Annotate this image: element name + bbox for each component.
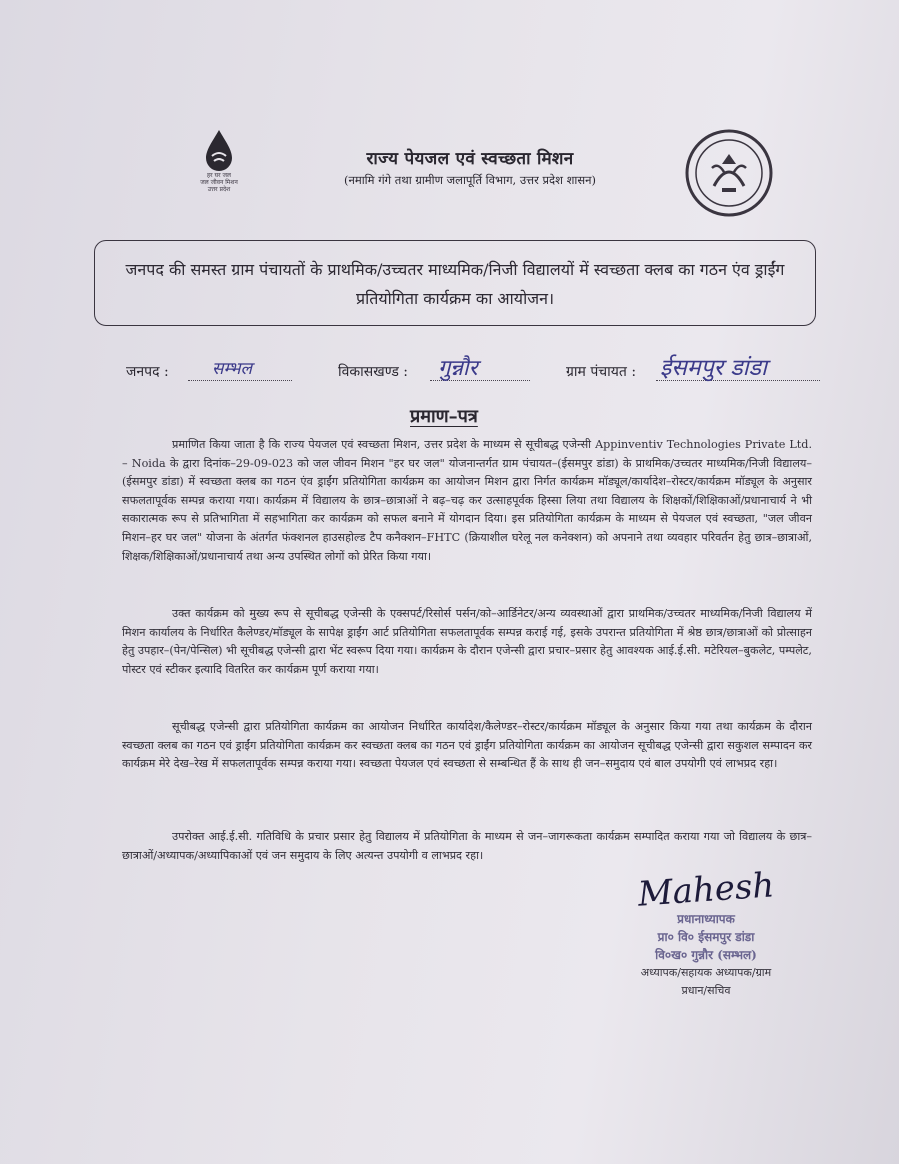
district-label: जनपद : — [126, 364, 169, 380]
signature-block — [596, 865, 816, 1000]
logo-caption-2: जल जीवन मिशन — [200, 179, 238, 186]
certificate-title: प्रमाण–पत्र — [410, 406, 478, 427]
stamp-line-2: प्रा० वि० ईसमपुर डांडा — [657, 930, 755, 944]
location-fields — [0, 352, 899, 392]
logo-caption-3: उत्तर प्रदेश — [207, 186, 231, 193]
paragraph-1-text: प्रमाणित किया जाता है कि राज्य पेयजल एवं स्वच्छता मिशन, उत्तर प्रदेश के माध्यम से सूचीबद्ध एजेन्सी Appinventiv Technologies Private Ltd. – Noida के द्वारा दिनांक–29-09-023 को जल जीवन मिशन "हर घर जल" योजनान्तर्गत ग्राम पंचायत–(ईसमपुर डांडा) के प्राथमिक/उच्चतर माध्यमिक/निजी विद्यालय–(ईसमपुर डांडा) में स्वच्छता क्लब का गठन एंव ड्राईंग प्रतियोगिता कार्यक्रम का आयोजन मिशन द्वारा निर्गत कार्यक्रम मॉड्यूल/कार्यादेश–रोस्टर/कार्यक्रम मॉड्यूल के अनुसार सफलतापूर्वक सम्पन्न कराया गया। कार्यक्रम में विद्यालय के छात्र–छात्राओं ने बढ़–चढ़ कर उत्साहपूर्वक हिस्सा लिया तथा विद्यालय के शिक्षकों/शिक्षिकाओं/प्रधानाचार्य ने भी सकारात्मक रूप से प्रतिभागिता में सहभागिता कर कार्यक्रम को सफल बनाने में योगदान दिया। इस प्रतियोगिता कार्यक्रम के माध्यम से पेयजल एवं स्वच्छता, "जल जीवन मिशन–हर घर जल" योजना के अंतर्गत फंक्शनल हाउसहोल्ड टैप कनैक्शन–FHTC (क्रियाशील घरेलू नल कनेक्शन) को अपनाने तथा व्यवहार परिवर्तन हेतु छात्र–छात्राओं, शिक्षक/शिक्षिकाओं/प्रधानाचार्य तथा अन्य उपस्थित लोगों को प्रेरित किया गया। — [122, 438, 812, 563]
panchayat-label: ग्राम पंचायत : — [566, 364, 637, 380]
letterhead — [300, 146, 640, 188]
org-subtitle: (नमामि गंगे तथा ग्रामीण जलापूर्ति विभाग, उत्तर प्रदेश शासन) — [343, 173, 597, 187]
signatory-role-1: अध्यापक/सहायक अध्यापक/ग्राम — [640, 966, 772, 979]
district-value: सम्भल — [212, 359, 253, 379]
signatory-role-2: प्रधान/सचिव — [681, 984, 731, 997]
logo-caption-1: हर घर जल — [207, 172, 231, 179]
district-line — [188, 380, 292, 381]
block-value: गुन्नौर — [438, 356, 478, 381]
panchayat-value: ईसमपुर डांडा — [660, 355, 767, 381]
org-name: राज्य पेयजल एवं स्वच्छता मिशन — [366, 149, 574, 169]
paragraph-3-text: सूचीबद्ध एजेन्सी द्वारा प्रतियोगिता कार्यक्रम का आयोजन निर्धारित कार्यादेश/कैलेण्डर–रोस्टर/कार्यक्रम मॉड्यूल के अनुसार किया गया तथा कार्यक्रम के दौरान स्वच्छता क्लब का गठन एवं ड्राईंग प्रतियोगिता कार्यक्रम कर स्वच्छता क्लब का गठन एवं ड्राईंग प्रतियोगिता कार्यक्रम का आयोजन सूचीबद्ध एजेन्सी द्वारा सकुशल सम्पादन कर कार्यक्रम मेरे देख–रेख में सफलतापूर्वक सम्पन्न कराया गया। स्वच्छता पेयजल एवं स्वच्छता से सम्बन्धित हैं के साथ ही जन–समुदाय एवं बाल उपयोगी एवं लाभप्रद रहा। — [122, 720, 812, 771]
jal-jeevan-mission-logo — [188, 128, 250, 193]
stamp-line-1: प्रधानाध्यापक — [677, 912, 735, 926]
paragraph-3 — [122, 718, 812, 774]
water-drop-icon — [202, 128, 236, 172]
up-government-emblem-icon — [684, 128, 774, 218]
paragraph-2 — [122, 605, 812, 679]
paragraph-4-text: उपरोक्त आई.ई.सी. गतिविधि के प्रचार प्रसार हेतु विद्यालय में प्रतियोगिता के माध्यम से जन–जागरूकता कार्यक्रम सम्पादित कराया गया जो विद्यालय के छात्र–छात्राओं/अध्यापक/अध्यापिकाओं एवं जन समुदाय के लिए अत्यन्त उपयोगी व लाभप्रद रहा। — [122, 830, 812, 862]
handwritten-signature: Mahesh — [636, 865, 776, 915]
paragraph-1 — [122, 436, 812, 566]
stamp-line-3: वि०ख० गुन्नौर (सम्भल) — [655, 948, 757, 962]
subject-box: जनपद की समस्त ग्राम पंचायतों के प्राथमिक/उच्चतर माध्यमिक/निजी विद्यालयों में स्वच्छता क्लब का गठन एंव ड्राईंग प्रतियोगिता कार्यक्रम का आयोजन। — [94, 240, 816, 326]
block-label: विकासखण्ड : — [338, 364, 409, 380]
paragraph-2-text: उक्त कार्यक्रम को मुख्य रूप से सूचीबद्ध एजेन्सी के एक्सपर्ट/रिसोर्स पर्सन/को–आर्डिनेटर/अन्य व्यवस्थाओं द्वारा प्राथमिक/उच्चतर माध्यमिक/निजी विद्यालय में मिशन कार्यालय के निर्धारित कैलेण्डर/मॉड्यूल के सापेक्ष ड्राईंग आर्ट प्रतियोगिता सफलतापूर्वक सम्पन्न कराई गई, इसके उपरान्त प्रतियोगिता में श्रेष्ठ छात्र/छात्राओं को प्रोत्साहन हेतु उपहार–(पेन/पेन्सिल) भी सूचीबद्ध एजेन्सी द्वारा भेंट स्वरूप दिया गया। कार्यक्रम के दौरान एजेन्सी द्वारा प्रचार–प्रसार हेतु आवश्यक आई.ई.सी. मटेरियल–बुकलेट, पम्पलेट, पोस्टर एवं स्टीकर इत्यादि वितरित कर कार्यक्रम पूर्ण कराया गया। — [122, 607, 812, 676]
paragraph-4 — [122, 828, 812, 865]
